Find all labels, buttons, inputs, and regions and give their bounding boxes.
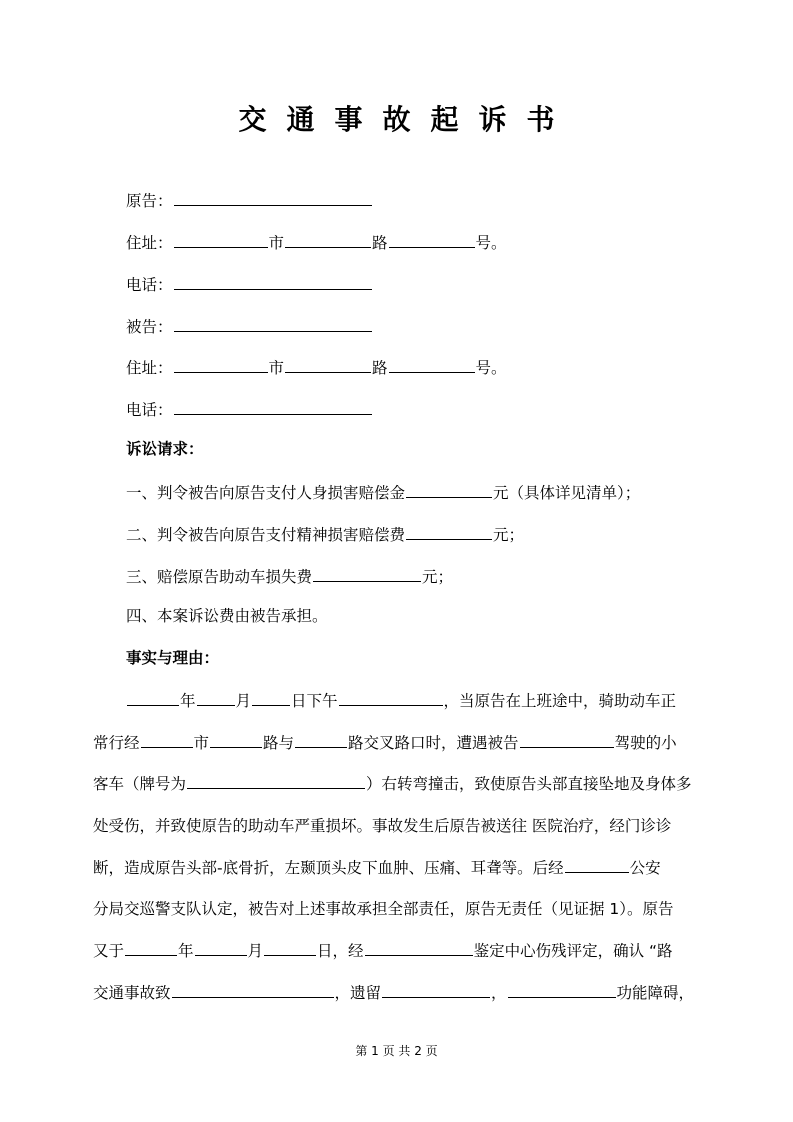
defendant-line xyxy=(126,315,373,337)
claim-item-1 xyxy=(126,481,640,503)
facts-injury-blank[interactable] xyxy=(172,981,334,998)
claim-item-2-text: 二、判令被告向原告支付精神损害赔偿费 xyxy=(126,526,406,544)
defendant-number-text: 号。 xyxy=(475,359,507,377)
plaintiff-phone-label: 电话： xyxy=(126,276,173,294)
facts-city-text: 市 xyxy=(193,734,210,752)
facts-road-blank[interactable] xyxy=(210,731,262,748)
facts-appraisal-center-blank[interactable] xyxy=(365,939,473,956)
defendant-phone-line xyxy=(126,398,373,420)
defendant-phone-label: 电话： xyxy=(126,401,173,419)
facts-appraisal-year-blank[interactable] xyxy=(125,939,177,956)
facts-line-8 xyxy=(93,981,698,1003)
claim-item-4: 四、本案诉讼费由被告承担。 xyxy=(126,607,328,625)
facts-time-blank[interactable] xyxy=(339,689,443,706)
defendant-number-blank[interactable] xyxy=(389,356,475,373)
facts-line-7-text: 又于 xyxy=(93,942,125,960)
defendant-address-line xyxy=(126,356,507,378)
facts-line-2-text: 常行经 xyxy=(93,734,140,752)
facts-line-3-tail: ）右转弯撞击，致使原告头部直接坠地及身体多 xyxy=(366,775,692,793)
facts-line-8-tail: 功能障碍， xyxy=(616,984,695,1002)
plaintiff-number-blank[interactable] xyxy=(389,231,475,248)
plaintiff-line xyxy=(126,189,373,211)
facts-line-1-tail: ，当原告在上班途中，骑助动车正 xyxy=(443,692,677,710)
facts-sequela-blank[interactable] xyxy=(382,981,490,998)
facts-month-text: 月 xyxy=(235,692,252,710)
facts-road-text: 路与 xyxy=(263,734,295,752)
facts-heading: 事实与理由： xyxy=(126,649,220,667)
plaintiff-city-text: 市 xyxy=(268,234,285,252)
facts-line-8-mid: ，遗留 xyxy=(334,984,382,1002)
defendant-phone-blank[interactable] xyxy=(174,398,372,415)
facts-line-5-text: 断，造成原告头部-底骨折，左颞顶头皮下血肿、压痛、耳聋等。后经 xyxy=(93,859,564,877)
claim-item-3-tail: 元； xyxy=(422,568,454,586)
facts-line-7-tail: 鉴定中心伤残评定，确认 “路 xyxy=(473,942,673,960)
plaintiff-number-text: 号。 xyxy=(475,234,507,252)
plaintiff-address-label: 住址： xyxy=(126,234,173,252)
facts-appraisal-year-text: 年 xyxy=(178,942,194,960)
defendant-road-blank[interactable] xyxy=(285,356,371,373)
facts-appraisal-month-blank[interactable] xyxy=(195,939,247,956)
facts-line-5-tail: 公安 xyxy=(629,859,661,877)
claim-item-1-text: 一、判令被告向原告支付人身损害赔偿金 xyxy=(126,484,406,502)
defendant-city-text: 市 xyxy=(268,359,285,377)
claim-item-3-amount-blank[interactable] xyxy=(313,565,421,582)
facts-day-blank[interactable] xyxy=(252,689,290,706)
facts-plate-blank[interactable] xyxy=(187,772,365,789)
facts-line-6: 分局交巡警支队认定，被告对上述事故承担全部责任，原告无责任（见证据 1）。原告 xyxy=(93,900,674,918)
defendant-address-label: 住址： xyxy=(126,359,173,377)
document-title: 交通事故起诉书 xyxy=(238,103,575,136)
facts-line-3 xyxy=(93,772,698,794)
facts-line-8-comma: ， xyxy=(491,984,507,1002)
claim-item-3 xyxy=(126,565,453,587)
claim-item-3-text: 三、赔偿原告助动车损失费 xyxy=(126,568,313,586)
facts-line-3-text: 客车（牌号为 xyxy=(93,775,187,793)
plaintiff-phone-blank[interactable] xyxy=(174,273,372,290)
facts-appraisal-day-text: 日，经 xyxy=(317,942,364,960)
facts-line-5 xyxy=(93,856,698,878)
plaintiff-address-line xyxy=(126,231,507,253)
facts-line-7 xyxy=(93,939,698,961)
plaintiff-road-blank[interactable] xyxy=(285,231,371,248)
plaintiff-label: 原告： xyxy=(126,192,173,210)
plaintiff-city-blank[interactable] xyxy=(174,231,268,248)
facts-line-2-tail: 驾驶的小 xyxy=(614,734,677,752)
facts-year-text: 年 xyxy=(180,692,196,710)
facts-line-2 xyxy=(93,731,698,753)
claim-item-2 xyxy=(126,523,524,545)
facts-line-8-text: 交通事故致 xyxy=(93,984,171,1002)
claim-item-2-tail: 元； xyxy=(493,526,525,544)
claim-item-2-amount-blank[interactable] xyxy=(406,523,492,540)
facts-month-blank[interactable] xyxy=(197,689,235,706)
facts-driver-blank[interactable] xyxy=(520,731,614,748)
defendant-name-blank[interactable] xyxy=(174,315,372,332)
defendant-road-text: 路 xyxy=(372,359,388,377)
plaintiff-phone-line xyxy=(126,273,373,295)
facts-function-blank[interactable] xyxy=(508,981,616,998)
claim-item-1-amount-blank[interactable] xyxy=(406,481,492,498)
facts-city-blank[interactable] xyxy=(141,731,193,748)
facts-appraisal-day-blank[interactable] xyxy=(264,939,316,956)
plaintiff-name-blank[interactable] xyxy=(174,189,372,206)
facts-cross-text: 路交叉路口时，遭遇被告 xyxy=(348,734,519,752)
facts-line-1 xyxy=(126,689,698,711)
claim-item-1-tail: 元（具体详见清单）； xyxy=(493,484,641,502)
claims-heading: 诉讼请求： xyxy=(126,440,204,458)
defendant-city-blank[interactable] xyxy=(174,356,268,373)
facts-line-4: 处受伤，并致使原告的助动车严重损坏。事故发生后原告被送往 医院治疗，经门诊诊 xyxy=(93,817,672,835)
defendant-label: 被告： xyxy=(126,318,173,336)
facts-appraisal-month-text: 月 xyxy=(247,942,264,960)
facts-cross-road-blank[interactable] xyxy=(295,731,347,748)
facts-police-blank[interactable] xyxy=(565,856,629,873)
plaintiff-road-text: 路 xyxy=(372,234,388,252)
facts-day-text: 日下午 xyxy=(291,692,338,710)
page-footer: 第 1 页 共 2 页 xyxy=(355,1044,438,1058)
facts-year-blank[interactable] xyxy=(127,689,179,706)
